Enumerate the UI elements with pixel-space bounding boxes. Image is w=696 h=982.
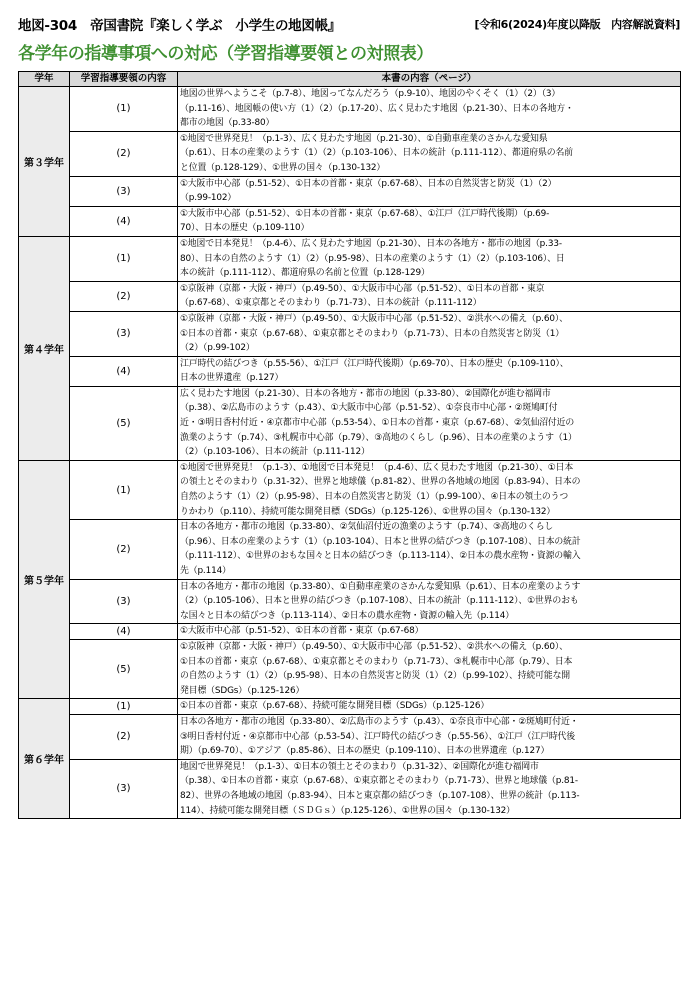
page-subtitle: 各学年の指導事項への対応（学習指導要領との対照表）: [18, 44, 433, 64]
table-row: [19, 87, 681, 132]
guideline-item: (5): [70, 386, 178, 460]
guideline-item: (3): [70, 759, 178, 818]
guideline-item: (3): [70, 311, 178, 356]
table-row: [19, 460, 681, 519]
book-contents-cell: [178, 386, 681, 460]
table-body: [19, 87, 681, 819]
document-note: [令和6(2024)年度以降版 内容解説資料]: [474, 18, 680, 31]
content-line: 日本の世界遺産（p.127）: [180, 373, 284, 384]
book-contents-cell: [178, 236, 681, 281]
book-contents-cell: [178, 624, 681, 640]
content-line: 広く見わたす地図（p.21-30）、日本の各地方・都市の地図（p.33-80）、②国際化が進む福岡市: [180, 388, 551, 399]
content-line: （p.11-16）、地図帳の使い方（1）（2）（p.17-20）、広く見わたす地図（p.21-30）、日本の各地方・: [180, 103, 574, 114]
content-line: 本の統計（p.111-112）、都道府県の名前と位置（p.128-129）: [180, 268, 430, 279]
book-contents-cell: [178, 311, 681, 356]
content-line: りかわり（p.110）、持続可能な開発目標（SDGs）（p.125-126）、①世界の国々（p.130-132）: [180, 506, 556, 517]
content-line: （p.96）、日本の産業のようす（1）（p.103-104）、日本と世界の結びつき（p.107-108）、日本の統計: [180, 536, 581, 547]
guideline-item: (1): [70, 699, 178, 715]
content-line: （2）（p.99-102）: [180, 343, 255, 354]
column-header-guideline: 学習指導要領の内容: [70, 72, 178, 87]
content-line: ③明日香村付近・④京都市中心部（p.53-54）、江戸時代の結びつき（p.55-56）、①江戸（江戸時代後: [180, 731, 576, 742]
content-line: 地図の世界へようこそ（p.7-8）、地図ってなんだろう（p.9-10）、地図のやくそく（1）（2）（3）: [180, 89, 561, 99]
content-line: の自然のようす（1）（2）（p.95-98）、日本の自然災害と防災（1）（2）（p.99-102）、持続可能な開: [180, 671, 571, 682]
content-line: ①京阪神（京都・大阪・神戸）（p.49-50）、①大阪市中心部（p.51-52）、②洪水への備え（p.60）、: [180, 641, 568, 652]
book-contents-cell: [178, 579, 681, 624]
table-row: [19, 520, 681, 579]
book-contents-cell: [178, 520, 681, 579]
guideline-item: (4): [70, 356, 178, 386]
content-line: ①日本の首都・東京（p.67-68）、①東京都とそのまわり（p.71-73）、③札幌市中心部（p.79）、日本: [180, 656, 573, 667]
table-row: [19, 176, 681, 206]
table-row: [19, 356, 681, 386]
content-line: 日本の各地方・都市の地図（p.33-80）、①自動車産業のさかんな愛知県（p.61）、日本の産業のようす: [180, 581, 581, 592]
correspondence-table: [18, 71, 681, 819]
table-header-row: [19, 72, 681, 87]
content-line: の領土とそのまわり（p.31-32）、世界と地球儀（p.81-82）、世界の各地域の地図（p.83-94）、日本の: [180, 477, 581, 488]
content-line: （p.111-112）、①世界のおもな国々と日本の結びつき（p.113-114）、②日本の農水産物・資源の輸入: [180, 551, 581, 562]
content-line: ①地図で世界発見！（p.1-3）、①地図で日本発見！（p.4-6）、広く見わたす地図（p.21-30）、①日本: [180, 462, 574, 473]
guideline-item: (2): [70, 281, 178, 311]
content-line: 日本の各地方・都市の地図（p.33-80）、②気仙沼付近の漁業のようす（p.74）、③高地のくらし: [180, 522, 554, 533]
grade-label: 第５学年: [19, 460, 70, 699]
book-contents-cell: [178, 281, 681, 311]
content-line: （p.61）、日本の産業のようす（1）（2）（p.103-106）、日本の統計（p.111-112）、都道府県の名前: [180, 148, 573, 159]
table-row: [19, 714, 681, 759]
content-line: （p.38）、②広島市のようす（p.43）、①大阪市中心部（p.51-52）、①奈良市中心部・②斑鳩町付: [180, 403, 558, 414]
content-line: 都市の地図（p.33-80）: [180, 118, 275, 129]
content-line: ①京阪神（京都・大阪・神戸）（p.49-50）、①大阪市中心部（p.51-52）、①日本の首都・東京: [180, 283, 545, 294]
guideline-item: (4): [70, 624, 178, 640]
guideline-item: (2): [70, 714, 178, 759]
content-line: ①地図で日本発見！（p.4-6）、広く見わたす地図（p.21-30）、日本の各地方・都市の地図（p.33-: [180, 238, 562, 249]
table-row: [19, 236, 681, 281]
guideline-item: (5): [70, 639, 178, 698]
guideline-item: (3): [70, 579, 178, 624]
table-row: [19, 699, 681, 715]
grade-label: 第４学年: [19, 236, 70, 460]
book-contents-cell: [178, 356, 681, 386]
content-line: ①大阪市中心部（p.51-52）、①日本の首都・東京（p.67-68）、①江戸（江戸時代後期）（p.69-: [180, 208, 550, 219]
document-title: 地図-304 帝国書院『楽しく学ぶ 小学生の地図帳』: [18, 18, 341, 34]
book-contents-cell: [178, 206, 681, 236]
content-line: ①地図で世界発見！（p.1-3）、広く見わたす地図（p.21-30）、①自動車産業のさかんな愛知県: [180, 133, 548, 144]
guideline-item: (1): [70, 460, 178, 519]
guideline-item: (1): [70, 236, 178, 281]
content-line: と位置（p.128-129）、①世界の国々（p.130-132）: [180, 162, 386, 173]
guideline-item: (2): [70, 131, 178, 176]
guideline-item: (4): [70, 206, 178, 236]
table-row: [19, 386, 681, 460]
content-line: 期）（p.69-70）、①アジア（p.85-86）、日本の歴史（p.109-110）、日本の世界遺産（p.127）: [180, 746, 550, 757]
content-line: 江戸時代の結びつき（p.55-56）、①江戸（江戸時代後期）（p.69-70）、日本の歴史（p.109-110）、: [180, 358, 569, 369]
grade-label: 第６学年: [19, 699, 70, 819]
content-line: （p.99-102）: [180, 193, 237, 204]
book-contents-cell: [178, 131, 681, 176]
book-contents-cell: [178, 714, 681, 759]
content-line: 近・③明日香村付近・④京都市中心部（p.53-54）、①日本の首都・東京（p.67-68）、②気仙沼付近の: [180, 418, 575, 429]
content-line: 先（p.114）: [180, 566, 231, 576]
content-line: 自然のようす（1）（2）（p.95-98）、日本の自然災害と防災（1）（p.99-100）、④日本の領土のうつ: [180, 492, 569, 503]
content-line: （2）（p.103-106）、日本の統計（p.111-112）: [180, 447, 370, 458]
page-header: [18, 14, 682, 36]
content-line: ①日本の首都・東京（p.67-68）、持続可能な開発目標（SDGs）（p.125-126）: [180, 701, 490, 712]
content-line: 80）、日本の自然のようす（1）（2）（p.95-98）、日本の産業のようす（1）（2）（p.103-106）、日: [180, 253, 565, 264]
content-line: 日本の各地方・都市の地図（p.33-80）、②広島市のようす（p.43）、①奈良市中心部・②斑鳩町付近・: [180, 716, 579, 727]
content-line: ①京阪神（京都・大阪・神戸）（p.49-50）、①大阪市中心部（p.51-52）、②洪水への備え（p.60）、: [180, 313, 568, 324]
content-line: 114）、持続可能な開発目標（ＳＤＧｓ）（p.125-126）、①世界の国々（p.130-132）: [180, 805, 515, 816]
book-contents-cell: [178, 699, 681, 715]
table-row: [19, 281, 681, 311]
guideline-item: (1): [70, 87, 178, 132]
content-line: 発目標（SDGs）（p.125-126）: [180, 685, 305, 696]
content-line: 漁業のようす（p.74）、③札幌市中心部（p.79）、③高地のくらし（p.96）、日本の産業のようす（1）: [180, 432, 577, 443]
guideline-item: (2): [70, 520, 178, 579]
grade-label: 第３学年: [19, 87, 70, 237]
table-row: [19, 206, 681, 236]
column-header-grade: 学年: [19, 72, 70, 87]
content-line: 地図で世界発見！（p.1-3）、①日本の領土とそのまわり（p.31-32）、②国際化が進む福岡市: [180, 761, 539, 772]
book-contents-cell: [178, 460, 681, 519]
content-line: （p.67-68）、①東京都とそのまわり（p.71-73）、日本の統計（p.111-112）: [180, 298, 482, 309]
table-row: [19, 579, 681, 624]
book-contents-cell: [178, 176, 681, 206]
content-line: ①大阪市中心部（p.51-52）、①日本の首都・東京（p.67-68）: [180, 626, 424, 637]
content-line: ①日本の首都・東京（p.67-68）、①東京都とそのまわり（p.71-73）、日本の自然災害と防災（1）: [180, 328, 564, 339]
table-row: [19, 131, 681, 176]
table-row: [19, 624, 681, 640]
table-row: [19, 759, 681, 818]
content-line: （p.38）、①日本の首都・東京（p.67-68）、①東京都とそのまわり（p.71-73）、世界と地球儀（p.81-: [180, 776, 578, 787]
book-contents-cell: [178, 639, 681, 698]
table-row: [19, 311, 681, 356]
guideline-item: (3): [70, 176, 178, 206]
content-line: な国々と日本の結びつき（p.113-114）、②日本の農水産物・資源の輸入先（p.114）: [180, 610, 514, 621]
content-line: ①大阪市中心部（p.51-52）、①日本の首都・東京（p.67-68）、日本の自然災害と防災（1）（2）: [180, 178, 557, 189]
content-line: 82）、世界の各地域の地図（p.83-94）、日本と東京都の結びつき（p.107-108）、世界の統計（p.113-: [180, 790, 580, 801]
book-contents-cell: [178, 87, 681, 132]
content-line: 70）、日本の歴史（p.109-110）: [180, 223, 310, 234]
column-header-contents: 本書の内容（ページ）: [178, 72, 681, 87]
content-line: （2）（p.105-106）、日本と世界の結びつき（p.107-108）、日本の統計（p.111-112）、①世界のおも: [180, 596, 579, 607]
table-row: [19, 639, 681, 698]
book-contents-cell: [178, 759, 681, 818]
